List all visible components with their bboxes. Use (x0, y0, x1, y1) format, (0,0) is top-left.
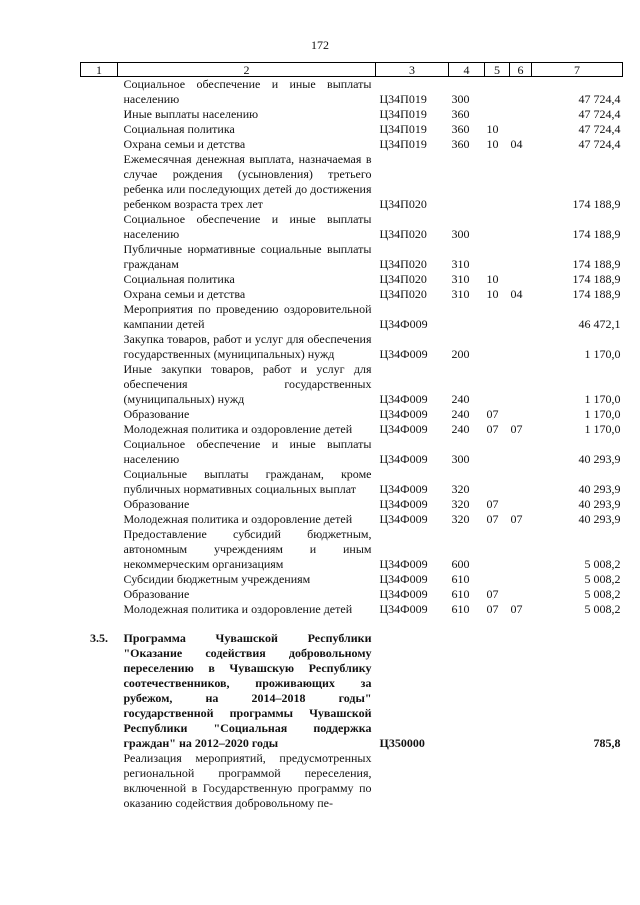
row-code: Ц34П020 (379, 257, 427, 271)
program-section (81, 617, 623, 811)
row-code: Ц34П019 (379, 137, 427, 151)
row-pr (510, 362, 532, 407)
row-name: Образование (123, 407, 190, 421)
budget-table (80, 62, 623, 811)
row-pr (510, 497, 532, 512)
row-sum: 47 724,4 (578, 92, 621, 106)
row-name: Молодежная политика и оздоровление детей (123, 602, 353, 616)
row-vr: 300 (451, 452, 470, 466)
table-row (81, 152, 623, 212)
row-pr (510, 77, 532, 108)
row-rz: 10 (486, 137, 499, 151)
row-pr (510, 527, 532, 572)
row-name: Ежемесячная денежная выплата, назначаемая в случае рождения (усыновления) третьего ребенка или последующих детей до достижения ребенком возраста трех лет (123, 152, 372, 211)
row-name: Реализация мероприятий, предусмотренных региональной программой переселения, включенной в Государственную программу по оказанию содействия добровольному пе- (123, 751, 372, 810)
row-code: Ц34Ф009 (379, 587, 428, 601)
table-row (81, 572, 623, 587)
row-code: Ц34Ф009 (379, 347, 428, 361)
row-vr: 240 (451, 392, 470, 406)
row-number (81, 137, 118, 152)
row-vr (449, 152, 485, 212)
row-rz: 07 (486, 602, 499, 616)
row-code: Ц34П020 (379, 227, 427, 241)
row-vr: 610 (451, 587, 470, 601)
row-vr: 310 (451, 272, 470, 286)
program-sum: 785,8 (593, 736, 621, 750)
table-row (81, 242, 623, 272)
row-sum: 174 188,9 (572, 272, 621, 286)
row-vr: 200 (451, 347, 470, 361)
row-sum: 1 170,0 (584, 407, 621, 421)
row-code: Ц34Ф009 (379, 452, 428, 466)
table-row (81, 407, 623, 422)
row-code: Ц34П020 (379, 287, 427, 301)
row-name: Молодежная политика и оздоровление детей (123, 512, 353, 526)
row-rz (485, 77, 510, 108)
program-vr (449, 631, 485, 751)
row-code: Ц34П019 (379, 92, 427, 106)
row-vr: 360 (451, 137, 470, 151)
row-pr: 07 (510, 602, 523, 616)
row-sum: 40 293,9 (578, 482, 621, 496)
row-code: Ц34Ф009 (379, 497, 428, 511)
row-number (81, 587, 118, 602)
row-name: Социальная политика (123, 272, 235, 286)
row-number (81, 122, 118, 137)
row-sum: 46 472,1 (578, 317, 621, 331)
row-code: Ц34П020 (379, 272, 427, 286)
row-rz: 07 (486, 587, 499, 601)
row-pr (510, 122, 532, 137)
table-row (81, 751, 623, 811)
row-rz (485, 362, 510, 407)
row-name: Мероприятия по проведению оздоровительной кампании детей (123, 302, 372, 331)
row-pr: 04 (510, 287, 523, 301)
row-vr: 600 (451, 557, 470, 571)
table-row (81, 512, 623, 527)
row-name: Охрана семьи и детства (123, 137, 246, 151)
row-number (81, 212, 118, 242)
row-number (81, 287, 118, 302)
row-sum: 5 008,2 (584, 557, 621, 571)
row-name: Образование (123, 587, 190, 601)
row-pr (510, 302, 532, 332)
row-sum: 174 188,9 (572, 287, 621, 301)
row-pr (510, 437, 532, 467)
row-code: Ц34Ф009 (379, 392, 428, 406)
row-rz (485, 152, 510, 212)
row-pr (510, 587, 532, 602)
table-row (81, 437, 623, 467)
row-rz: 10 (486, 272, 499, 286)
row-sum: 1 170,0 (584, 422, 621, 436)
row-rz: 07 (486, 497, 499, 511)
row-vr: 240 (451, 407, 470, 421)
row-rz (485, 467, 510, 497)
row-vr: 610 (451, 572, 470, 586)
row-vr: 320 (451, 512, 470, 526)
row-name: Публичные нормативные социальные выплаты гражданам (123, 242, 372, 271)
program-pr (510, 631, 532, 751)
row-sum: 40 293,9 (578, 512, 621, 526)
row-number (81, 242, 118, 272)
table-row (81, 527, 623, 572)
program-name: Программа Чувашской Республики "Оказание содействия добровольному переселению в Чувашскую Республику соотечественников, проживающих за рубежом, на 2014–2018 годы" государственной программы Чувашской Республики "Социальная поддержка граждан" на 2012–2020 годы (123, 631, 372, 750)
row-code: Ц34Ф009 (379, 512, 428, 526)
row-pr (510, 407, 532, 422)
table-row (81, 497, 623, 512)
header-cell: 1 (81, 63, 118, 77)
row-name: Закупка товаров, работ и услуг для обеспечения государственных (муниципальных) нужд (123, 332, 372, 361)
row-vr (449, 302, 485, 332)
row-rz (485, 302, 510, 332)
row-sum: 47 724,4 (578, 107, 621, 121)
row-pr (510, 272, 532, 287)
table-row (81, 332, 623, 362)
row-number (81, 362, 118, 407)
row-code: Ц34Ф009 (379, 317, 428, 331)
row-name: Образование (123, 497, 190, 511)
row-number (81, 152, 118, 212)
row-sum: 40 293,9 (578, 497, 621, 511)
row-name: Охрана семьи и детства (123, 287, 246, 301)
row-sum: 5 008,2 (584, 602, 621, 616)
row-name: Социальное обеспечение и иные выплаты населению (123, 212, 372, 241)
row-vr: 320 (451, 497, 470, 511)
row-number (81, 302, 118, 332)
row-vr: 300 (451, 92, 470, 106)
table-body (81, 77, 623, 618)
row-number (81, 272, 118, 287)
row-sum: 47 724,4 (578, 137, 621, 151)
row-number (81, 512, 118, 527)
table-row (81, 587, 623, 602)
row-pr (510, 572, 532, 587)
row-sum: 174 188,9 (572, 227, 621, 241)
row-number (81, 467, 118, 497)
header-cell: 3 (376, 63, 449, 77)
table-row (81, 212, 623, 242)
row-vr: 300 (451, 227, 470, 241)
row-vr: 310 (451, 287, 470, 301)
table-row (81, 287, 623, 302)
row-number (81, 602, 118, 617)
table-row (81, 302, 623, 332)
row-sum: 5 008,2 (584, 572, 621, 586)
header-cell: 7 (532, 63, 623, 77)
row-sum: 174 188,9 (572, 257, 621, 271)
row-rz (485, 107, 510, 122)
row-code: Ц34П020 (379, 197, 427, 211)
row-rz (485, 572, 510, 587)
row-name: Иные выплаты населению (123, 107, 259, 121)
table-row (81, 137, 623, 152)
row-rz (485, 437, 510, 467)
program-row (81, 631, 623, 751)
row-sum: 47 724,4 (578, 122, 621, 136)
row-sum: 174 188,9 (572, 197, 621, 211)
row-name: Социальное обеспечение и иные выплаты населению (123, 437, 372, 466)
table-row (81, 77, 623, 108)
program-rz (485, 631, 510, 751)
row-name: Субсидии бюджетным учреждениям (123, 572, 311, 586)
header-cell: 4 (449, 63, 485, 77)
row-rz (485, 332, 510, 362)
row-vr: 360 (451, 107, 470, 121)
row-rz (485, 527, 510, 572)
row-rz (485, 242, 510, 272)
program-code: Ц350000 (379, 736, 425, 750)
row-sum: 40 293,9 (578, 452, 621, 466)
row-number (81, 437, 118, 467)
row-pr (510, 212, 532, 242)
table-header (81, 63, 623, 77)
row-number (81, 572, 118, 587)
row-code: Ц34Ф009 (379, 407, 428, 421)
table-row (81, 107, 623, 122)
row-number (81, 497, 118, 512)
row-rz: 07 (486, 422, 499, 436)
row-code: Ц34Ф009 (379, 572, 428, 586)
page-number: 172 (311, 38, 329, 52)
table-row (81, 122, 623, 137)
table-row (81, 602, 623, 617)
row-pr (510, 107, 532, 122)
row-rz: 07 (486, 407, 499, 421)
row-name: Социальное обеспечение и иные выплаты населению (123, 77, 372, 106)
row-name: Предоставление субсидий бюджетным, автономным учреждениям и иным некоммерческим организациям (123, 527, 372, 571)
row-rz: 10 (486, 287, 499, 301)
row-number (81, 77, 118, 108)
table-row (81, 272, 623, 287)
row-number (81, 422, 118, 437)
row-sum: 5 008,2 (584, 587, 621, 601)
row-pr (510, 152, 532, 212)
row-vr: 320 (451, 482, 470, 496)
row-code: Ц34Ф009 (379, 422, 428, 436)
row-sum: 1 170,0 (584, 347, 621, 361)
row-code: Ц34Ф009 (379, 557, 428, 571)
row-vr: 240 (451, 422, 470, 436)
row-name: Социальная политика (123, 122, 235, 136)
row-pr: 07 (510, 512, 523, 526)
header-cell: 5 (485, 63, 510, 77)
row-number (81, 527, 118, 572)
row-pr (510, 332, 532, 362)
row-vr: 610 (451, 602, 470, 616)
row-vr: 360 (451, 122, 470, 136)
row-pr: 04 (510, 137, 523, 151)
row-number (81, 407, 118, 422)
row-rz (485, 212, 510, 242)
row-pr: 07 (510, 422, 523, 436)
row-rz: 10 (486, 122, 499, 136)
row-pr (510, 242, 532, 272)
table-row (81, 422, 623, 437)
program-number: 3.5. (90, 631, 108, 645)
row-name: Социальные выплаты гражданам, кроме публичных нормативных социальных выплат (123, 467, 372, 496)
header-cell: 2 (118, 63, 376, 77)
row-name: Молодежная политика и оздоровление детей (123, 422, 353, 436)
row-code: Ц34Ф009 (379, 602, 428, 616)
row-sum: 1 170,0 (584, 392, 621, 406)
row-code: Ц34Ф009 (379, 482, 428, 496)
row-name: Иные закупки товаров, работ и услуг для обеспечения государственных (муниципальных) нужд (123, 362, 372, 406)
row-number (81, 107, 118, 122)
row-code: Ц34П019 (379, 107, 427, 121)
table-row (81, 362, 623, 407)
row-vr: 310 (451, 257, 470, 271)
row-rz: 07 (486, 512, 499, 526)
header-cell: 6 (510, 63, 532, 77)
row-code: Ц34П019 (379, 122, 427, 136)
row-number (81, 332, 118, 362)
table-row (81, 467, 623, 497)
row-pr (510, 467, 532, 497)
